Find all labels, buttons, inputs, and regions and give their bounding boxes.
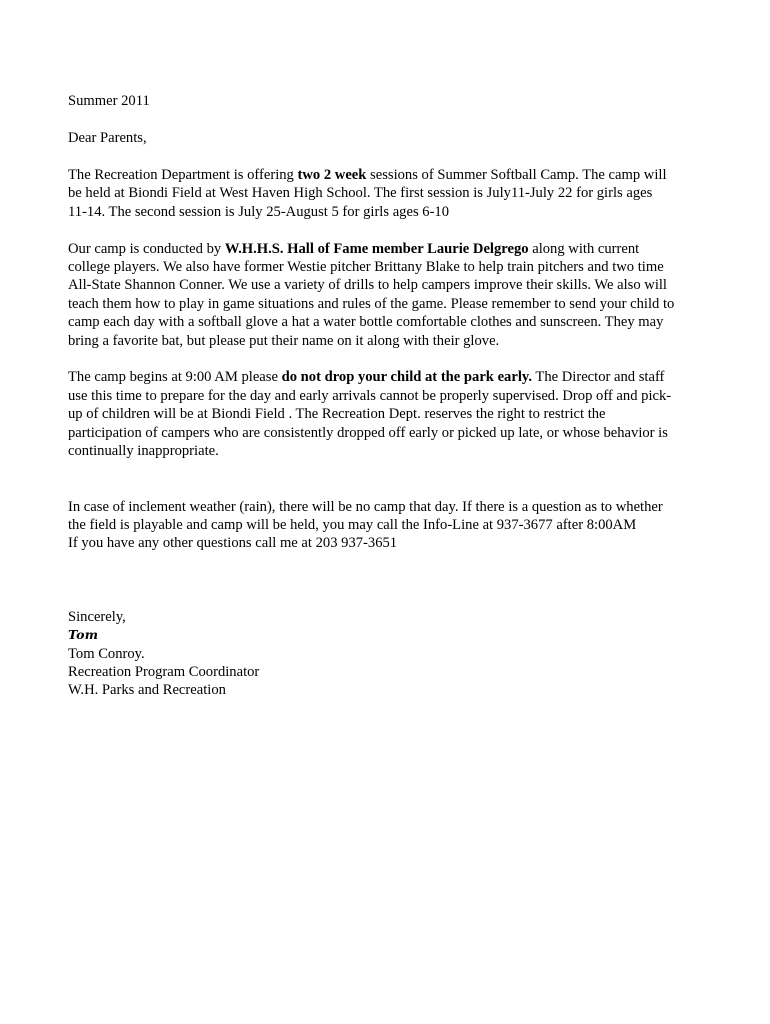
paragraph-line: participation of campers who are consistently dropped off early or picked up late, or whose behavior is <box>68 424 668 441</box>
paragraph-line <box>68 240 708 258</box>
signer-role: Recreation Program Coordinator <box>68 663 260 680</box>
paragraph-dropoff <box>68 368 708 460</box>
paragraph-line: All-State Shannon Conner. We use a variety of drills to help campers improve their skills. We also will <box>68 277 667 294</box>
paragraph-line: teach them how to play in game situations and rules of the game. Please remember to send your child to <box>68 295 675 312</box>
paragraph-line: camp each day with a softball glove a hat a water bottle comfortable clothes and sunscreen. They may <box>68 314 664 331</box>
paragraph-weather <box>68 498 708 553</box>
text-run: along with current <box>528 240 640 257</box>
paragraph-line: up of children will be at Biondi Field . The Recreation Dept. reserves the right to restrict the <box>68 406 606 423</box>
bold-text: do not drop your child at the park early. <box>281 369 533 386</box>
paragraph-line: bring a favorite bat, but please put their name on it along with their glove. <box>68 332 500 349</box>
paragraph-line: 11-14. The second session is July 25-August 5 for girls ages 6-10 <box>68 203 450 220</box>
paragraph-line: In case of inclement weather (rain), there will be no camp that day. If there is a question as to whether <box>68 498 663 515</box>
paragraph-line: use this time to prepare for the day and early arrivals cannot be properly supervised. Drop off and pick- <box>68 387 672 404</box>
text-run: The camp begins at 9:00 AM please <box>68 369 282 386</box>
text-run: Our camp is conducted by <box>68 240 225 257</box>
text-run: The Recreation Department is offering <box>68 166 298 183</box>
text-run: sessions of Summer Softball Camp. The camp will <box>366 166 667 183</box>
signer-name: Tom Conroy. <box>68 645 145 662</box>
paragraph-line: college players. We also have former Westie pitcher Brittany Blake to help train pitchers and two time <box>68 258 664 275</box>
bold-text: two 2 week <box>297 166 367 183</box>
bold-text: W.H.H.S. Hall of Fame member Laurie Delgrego <box>224 240 529 257</box>
signature: Tom <box>68 627 99 643</box>
paragraph-line: If you have any other questions call me at 203 937-3651 <box>68 535 398 552</box>
letter-closing: Sincerely, <box>68 608 126 625</box>
paragraph-line: the field is playable and camp will be held, you may call the Info-Line at 937-3677 after 8:00AM <box>68 516 637 533</box>
paragraph-staff <box>68 240 708 350</box>
paragraph-line <box>68 368 708 386</box>
letter <box>68 92 708 700</box>
paragraph-line: continually inappropriate. <box>68 443 219 460</box>
paragraph-line: be held at Biondi Field at West Haven High School. The first session is July11-July 22 for girls ages <box>68 185 653 202</box>
letter-greeting: Dear Parents, <box>68 129 147 146</box>
text-run: The Director and staff <box>532 369 665 386</box>
letter-date: Summer 2011 <box>68 93 150 109</box>
paragraph-line <box>68 166 708 184</box>
signer-organization: W.H. Parks and Recreation <box>68 682 226 699</box>
paragraph-sessions <box>68 166 708 221</box>
